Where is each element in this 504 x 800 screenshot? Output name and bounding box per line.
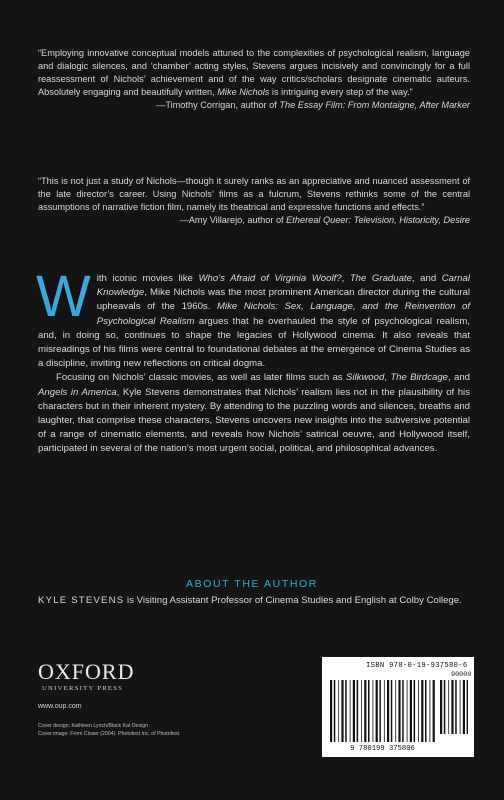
author-name: KYLE STEVENS [38,595,125,606]
barcode-icon [330,680,436,744]
blurb-corrigan [38,47,470,112]
barcode-bar [330,680,332,742]
barcode-bar [373,680,374,742]
barcode-bar [402,680,404,742]
barcode-bar [448,680,449,734]
barcode-bar [463,680,465,734]
barcode-bar [357,680,359,742]
barcode-bar [455,680,457,734]
drop-cap: W [36,264,91,329]
barcode-bar [440,680,442,734]
price-code: 90000 [451,671,472,679]
isbn-label: ISBN 978-0-19-937580-6 [366,662,468,670]
about-author-text: KYLE STEVENS is Visiting Assistant Professor of Cinema Studies and English at Colby College. [38,595,462,606]
barcode-bar [444,680,446,734]
cover-image-credit: Cover image: From Closer (2004). Photofest Inc. of Photofest. [38,731,181,737]
blurb-attribution: —Timothy Corrigan, author of The Essay Film: From Montaigne, After Marker [156,100,470,111]
book-description [36,264,471,457]
blurb-text: “This is not just a study of Nichols—though it surely ranks as an appreciative and nuanced assessment of the late director’s career. Using Nichols’ films as a fulcrum, Stevens rethinks some of the central assumptions of narrative fiction film, namely its theatrical and expressive functions and effects.” [38,176,470,213]
barcode-bar [407,680,408,742]
blurb-book-title: Mike Nichols [217,87,270,98]
barcode-bar [410,680,412,742]
barcode-bar [345,680,347,742]
barcode-bar [421,680,423,742]
blurb-text: “Employing innovative conceptual models attuned to the complexities of psychological realism, language and dialogic silences, and ‘chamber’ acting styles, Stevens argues incisively and convincingly for a full reassessment of Nichols’ achievement and of the way critics/scholars designate cinematic auteurs. Absolutely engaging and beautifully written, Mike Nichols is intriguing every step of the way.” [38,48,470,98]
barcode-bar [467,680,468,734]
barcode-bar [338,680,339,742]
university-press-label: UNIVERSITY PRESS [42,685,124,692]
barcode-bar [361,680,362,742]
barcode-bar [350,680,351,742]
blurb-villarejo [38,175,470,227]
blurb-attribution: —Amy Villarejo, author of Ethereal Queer: Television, Historicity, Desire [179,215,470,226]
barcode-bar [414,680,416,742]
barcode-bar [418,680,419,742]
barcode-bar [460,680,461,734]
barcode-bar [384,680,385,742]
barcode-bar [425,680,427,742]
barcode-bar [341,680,343,742]
isbn-digits: 9 780199 375806 [350,745,415,753]
barcode-bar [433,680,435,742]
barcode-bar [451,680,453,734]
barcode-bar [376,680,378,742]
cover-design-credit: Cover design: Kathleen Lynch/Black Kat Design [38,723,148,729]
barcode-bar [387,680,389,742]
barcode-bar [353,680,355,742]
barcode-bar [364,680,366,742]
oxford-logo: OXFORD [38,659,135,684]
barcode-bar [379,680,381,742]
publisher-url[interactable]: www.oup.com [38,703,82,710]
barcode-bar [368,680,370,742]
about-author-heading: ABOUT THE AUTHOR [186,578,318,590]
barcode-bar [391,680,393,742]
description-paragraph-2: Focusing on Nichols’ classic movies, as well as later films such as Silkwood, The Birdcage, and Angels in America, Kyle Stevens demonstrates that Nichols’ realism lies not in the plausibility of his characters but in their inherent mystery. By attending to the puzzling words and silences, breaths and laughter, that comprise these characters, Stevens uncovers new insights into the subversive potential of a range of cinematic elements, and reveals how Nichols’ satirical oeuvre, and Hollywood itself, participated in several of the nation’s most urgent social, political, and philosophical advances. [38,372,470,455]
barcode-bar [395,680,396,742]
barcode-bar [398,680,400,742]
barcode-bar [334,680,336,742]
price-barcode-icon [440,680,468,736]
barcode-bar [430,680,431,742]
description-paragraph-1: With iconic movies like Who’s Afraid of Virginia Woolf?, The Graduate, and Carnal Knowledge, Mike Nichols was the most prominent American director during the cultural upheavals of the 1960s. Mike Nichols: Sex, Language, and the Reinvention of Psychological Realism argues that he overhauled the style of psychological realism, and, in doing so, continues to shape the legacies of Hollywood cinema. It also reveals that misreadings of his films were central to foundational debates at the emergence of Cinema Studies as a discipline, inviting new reflections on critical dogma. [36,264,471,370]
